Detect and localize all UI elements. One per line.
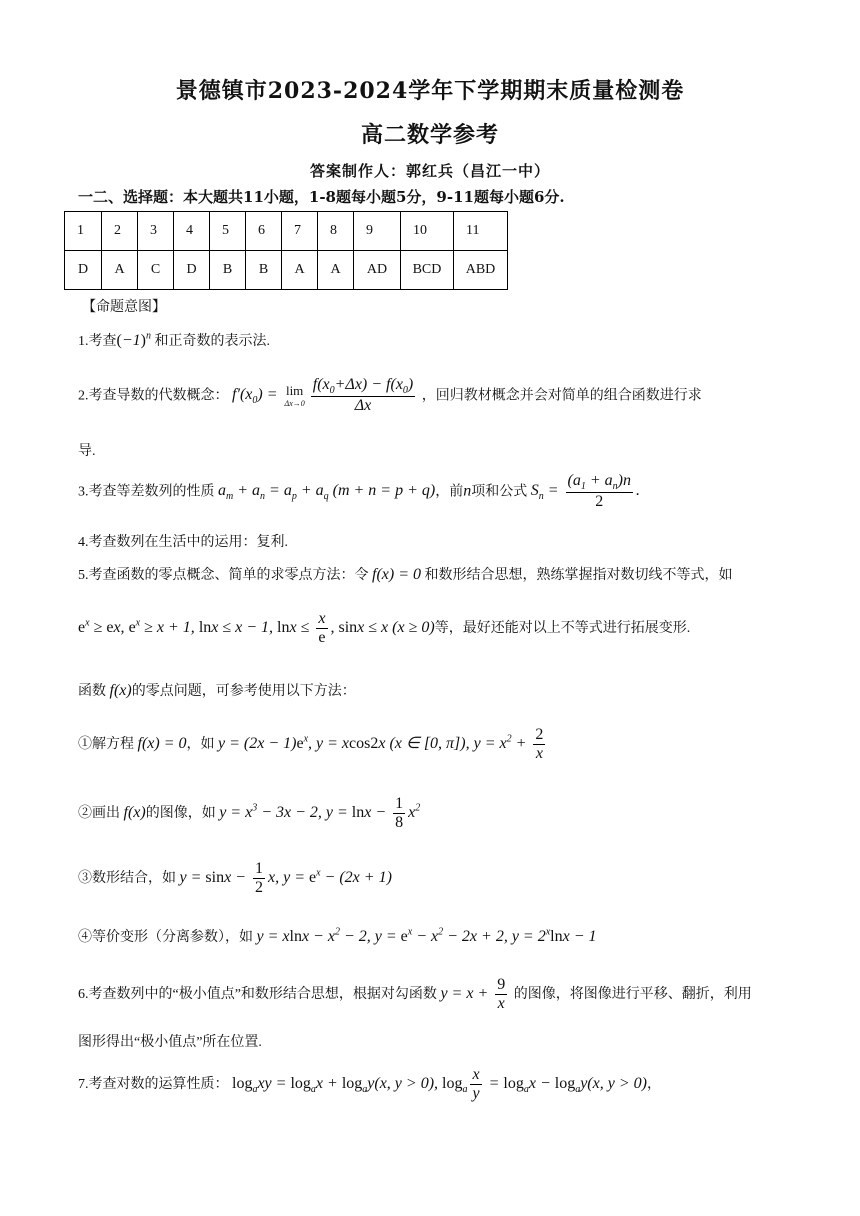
answer-cell: D bbox=[65, 251, 102, 290]
question-number: 9 bbox=[354, 212, 401, 251]
answer-table-number-row bbox=[65, 212, 508, 251]
question-number: 8 bbox=[318, 212, 354, 251]
log-formula: $\log_axy = \log_ax + \log_ay(x$, y > 0), $\log_a$ $\frac{x}{y}$ = $\log_ax - \log_ay(x$, y > 0) bbox=[232, 1066, 647, 1102]
derivative-formula: $f'(x_0)$ = lim Δx→0 $\frac{f(x_0+\Delta x) - f(x_0)}{\Delta x}$ bbox=[232, 376, 414, 415]
question-number: 10 bbox=[401, 212, 454, 251]
method-2: ②画出 f(x)的图像，如 $y = x^3 - 3x - 2$, y = lnx − $\frac{1}{8}$ $x^2$ bbox=[78, 795, 421, 831]
question-number: 3 bbox=[138, 212, 174, 251]
item-7: 7.考查对数的运算性质： $\log_axy = \log_ax + \log_ay(x$, y > 0), $\log_a$ $\frac{x}{y}$ = $\log_ax - \log_ay(x$, y > 0)， bbox=[78, 1066, 661, 1102]
intent-label: 【命题意图】 bbox=[82, 300, 166, 315]
answer-cell: A bbox=[318, 251, 354, 290]
question-number: 7 bbox=[282, 212, 318, 251]
sum-formula: $S_n$ = $\frac{(a_1 + a_n)n}{2}$ . bbox=[530, 472, 640, 511]
answer-cell: ABD bbox=[454, 251, 508, 290]
item-4: 4.考查数列在生活中的运用：复利. bbox=[78, 535, 288, 550]
main-title: 景德镇市2023-2024学年下学期期末质量检测卷 bbox=[175, 78, 685, 104]
method-4: ④等价变形（分离参数），如 $y = xlnx - x^2 - 2$, $y = e^x - x^2 - 2x + 2$, $y = 2^x\ln x - 1$ bbox=[78, 926, 597, 945]
method-1: ①解方程 f(x) = 0，如 $y = (2x - 1)e^x$, y = xcos2x (x ∈ [0, π]), $y = x^2$ + $\frac{2}{x}$ bbox=[78, 726, 544, 762]
item-2-cont: 导. bbox=[78, 444, 96, 459]
answer-table bbox=[64, 211, 508, 290]
question-number: 1 bbox=[65, 212, 102, 251]
item-5-methods-intro: 函数 f(x)的零点问题，可参考使用以下方法： bbox=[78, 682, 356, 699]
question-number: 5 bbox=[210, 212, 246, 251]
question-number: 11 bbox=[454, 212, 508, 251]
answer-cell: B bbox=[210, 251, 246, 290]
answer-cell: A bbox=[102, 251, 138, 290]
question-number: 2 bbox=[102, 212, 138, 251]
question-number: 6 bbox=[246, 212, 282, 251]
answer-cell: BCD bbox=[401, 251, 454, 290]
item-2: 2.考查导数的代数概念： $f'(x_0)$ = lim Δx→0 $\frac{f(x_0+\Delta x) - f(x_0)}{\Delta x}$ ，回归教材概念并会对简单的组合函数进行求 bbox=[78, 376, 702, 415]
item-5: 5.考查函数的零点概念、简单的求零点方法：令 f(x) = 0 和数形结合思想，熟练掌握指对数切线不等式，如 bbox=[78, 566, 733, 583]
sub-title: 高二数学参考 bbox=[360, 122, 499, 148]
method-3: ③数形结合，如 y = sinx − $\frac{1}{2}$ x, $y = e^x - (2x + 1)$ bbox=[78, 860, 392, 896]
answer-cell: C bbox=[138, 251, 174, 290]
section-heading: 一二、选择题：本大题共11小题，1-8题每小题5分，9-11题每小题6分. bbox=[78, 188, 565, 206]
answer-table-answer-row bbox=[65, 251, 508, 290]
formula: $(-1)^n$ bbox=[116, 330, 151, 349]
item-6: 6.考查数列中的“极小值点”和数形结合思想，根据对勾函数 y = x + $\frac{9}{x}$ 的图像，将图像进行平移、翻折，利用 bbox=[78, 976, 752, 1012]
answer-cell: D bbox=[174, 251, 210, 290]
item-1: 1.考查$(-1)^n$ 和正奇数的表示法. bbox=[78, 330, 270, 349]
answer-cell: A bbox=[282, 251, 318, 290]
item-3: 3.考查等差数列的性质 $a_m + a_n = a_p + a_q$ (m + n = p + q)，前n项和公式 $S_n$ = $\frac{(a_1 + a_n)n}{2}$ . bbox=[78, 472, 640, 511]
inequality-formula: $e^x$ ≥ ex, $e^x \ge x + 1$, lnx ≤ x − 1, lnx ≤ $\frac{x}{e}$ , sinx ≤ x (x ≥ 0) bbox=[78, 610, 435, 646]
question-number: 4 bbox=[174, 212, 210, 251]
author-line: 答案制作人：郭红兵（昌江一中） bbox=[309, 162, 550, 180]
item-6-cont: 图形得出“极小值点”所在位置. bbox=[78, 1035, 262, 1050]
answer-cell: AD bbox=[354, 251, 401, 290]
item-5-inequalities: $e^x$ ≥ ex, $e^x \ge x + 1$, lnx ≤ x − 1, lnx ≤ $\frac{x}{e}$ , sinx ≤ x (x ≥ 0)等，最好还能对以上不等式进行拓展变形. bbox=[78, 610, 691, 646]
arith-property: $a_m + a_n = a_p + a_q$ (m + n = p + q) bbox=[218, 482, 436, 503]
answer-cell: B bbox=[246, 251, 282, 290]
